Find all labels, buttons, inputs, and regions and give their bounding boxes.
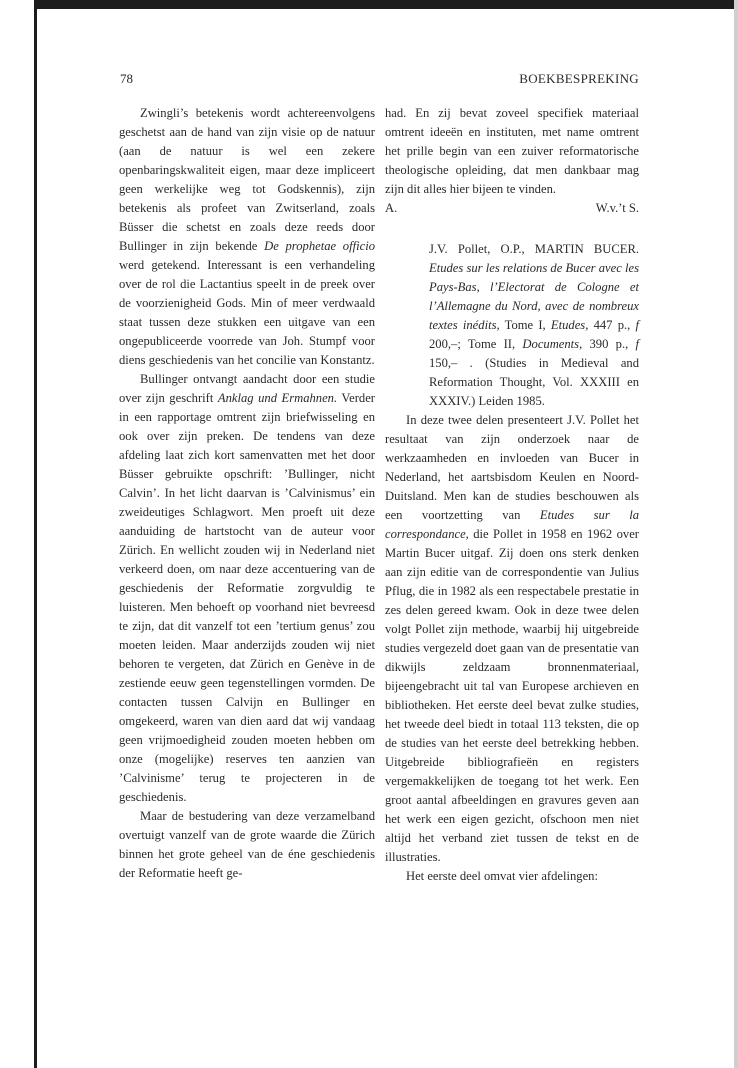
text-run: 447 p., bbox=[588, 318, 636, 332]
text-run: 390 p., bbox=[582, 337, 636, 351]
text-run: Verder in een rapportage omtrent zijn briefwisseling en ook over zijn preken. De tendens van deze afdeling laat zich kort samenvatten met het door Büsser gebruikte opschrift: ’Bullinger, nicht Calvin’. In het licht daarvan is ’Calvinismus’ ein zweideutiges Schlagwort. Men proeft uit deze aanduiding de hartstocht van de auteur voor Zürich. En wellicht zouden wij in Nederland niet verkeerd doen, om naar deze accentuering van de geschiedenis der Reformatie zorgvuldig te luisteren. Men behoeft op voorhand niet bevreesd te zijn, dat dit vanzelf tot een ’tertium genus’ zou moeten leiden. Maar anderzijds zouden wij niet behoren te vergeten, dat Zürich en Genève in de zestiende eeuw geen tegenstellingen vormden. De contacten tussen Calvijn en Bullinger en omgekeerd, waren van dien aard dat wij vandaag geen vrijmoedigheid zouden moeten hebben om onze (mogelijke) reserves ten aanzien van ’Calvinisme’ terug te projecteren in de geschiedenis. bbox=[119, 391, 375, 804]
text-run: Zwingli’s betekenis wordt achtereenvolgens geschetst aan de hand van zijn visie op de natuur (aan de natuur is wel een zekere openbaringskwaliteit eigen, maar deze impliceert geen werkelijke weg tot Godskennis), zijn betekenis als profeet van Zwitserland, zoals Büsser die schetst en zoals deze reeds door Bullinger in zijn bekende bbox=[119, 106, 375, 253]
text-run: werd getekend. Interessant is een verhandeling over de rol die Lactantius speelt in de preek over de voorzienigheid Gods. Min of meer verdwaald staat tussen deze stukken een uitgave van een ongepubliceerde voorrede van Joh. Stumpf voor diens geschiedenis van het concilie van Konstantz. bbox=[119, 258, 375, 367]
left-column bbox=[119, 104, 375, 883]
paragraph-zwingli bbox=[119, 104, 375, 370]
running-head: BOEKBESPREKING bbox=[519, 71, 639, 86]
italic-title: De prophetae officio bbox=[264, 239, 375, 253]
scan-edge-top bbox=[34, 0, 738, 9]
italic-title: Etudes sur la correspondance, bbox=[385, 508, 639, 541]
text-run: Tome I, bbox=[504, 318, 551, 332]
page-number: 78 bbox=[120, 71, 133, 86]
text-run: die Pollet in 1958 en 1962 over Martin Bucer uitgaf. Zij doen ons sterk denken aan zijn editie van de correspondentie van Julius Pflug, die in 1982 als een respectabele prestatie in zes delen gereed kwam. Ook in deze twee delen volgt Pollet zijn methode, waarbij hij uitgebreide studies vergezeld doet gaan van de presentatie van dikwijls zeldzaam bronnenmateriaal, bijeengebracht uit tal van Europese archieven en bibliotheken. Het eerste deel bevat zulke studies, het tweede deel biedt in totaal 113 teksten, die op de studies van het eerste deel betrekking hebben. Uitgebreide bibliografieën en registers vergemakkelijken de toegang tot het werk. Een groot aantal afbeeldingen en gravures geven aan het werk een eigen gezicht, ofschoon men niet altijd het verband ziet tussen de tekst en de illustraties. bbox=[385, 527, 639, 864]
text-run: In deze twee delen presenteert J.V. Pollet het resultaat van zijn onderzoek naar de werkzaamheden en invloeden van Bucer in Nederland, het aartsbisdom Keulen en Noord-Duitsland. Men kan de studies beschouwen als een voortzetting van bbox=[385, 413, 639, 522]
paragraph-continuation: had. En zij bevat zoveel specifiek materiaal omtrent ideeën en instituten, met name omtrent het prille begin van een zuiver reformatorische theologische opleiding, dat men dankbaar mag zijn dit alles hier bijeen te vinden. bbox=[385, 106, 639, 196]
review-bibliographic-entry bbox=[429, 240, 639, 411]
paragraph-verzamelband: Maar de bestudering van deze verzamelband overtuigt vanzelf van de grote waarde die Zürich binnen het grote geheel van de éne geschiedenis der Reformatie heeft ge- bbox=[119, 809, 375, 880]
text-run: 150,– . (Studies in Medieval and Reformation Thought, Vol. XXXIII en XXXIV.) Leiden 1985. bbox=[429, 356, 639, 408]
page-header bbox=[120, 71, 639, 91]
italic-title: Anklag und Ermahnen. bbox=[217, 391, 338, 405]
bibliographic-text bbox=[429, 240, 639, 411]
italic-title: Etudes, bbox=[550, 318, 589, 332]
text-run: 200,–; Tome II, bbox=[429, 337, 523, 351]
signature-reviewer: W.v.’t S. bbox=[595, 201, 639, 215]
paragraph-last: Het eerste deel omvat vier afdelingen: bbox=[406, 869, 598, 883]
text-run: Bullinger ontvangt aandacht door een studie over zijn geschrift bbox=[119, 372, 375, 405]
italic-currency: f bbox=[635, 337, 639, 351]
book-subtitle: Etudes sur les relations de Bucer avec les Pays-Bas, l’Electorat de Cologne et l’Allemagne du Nord, avec de nombreux textes inédits, bbox=[429, 261, 639, 332]
scan-edge-left bbox=[34, 0, 37, 1068]
signature-initial: A. bbox=[385, 201, 398, 215]
paragraph-bullinger bbox=[119, 370, 375, 807]
review-signature bbox=[385, 199, 639, 218]
italic-currency: f bbox=[635, 318, 640, 332]
italic-title: Documents, bbox=[522, 337, 583, 351]
right-column bbox=[385, 104, 639, 886]
book-author-title: J.V. Pollet, O.P., MARTIN BUCER. bbox=[429, 242, 639, 256]
paragraph-review bbox=[385, 411, 639, 867]
scan-edge-right bbox=[734, 0, 738, 1068]
